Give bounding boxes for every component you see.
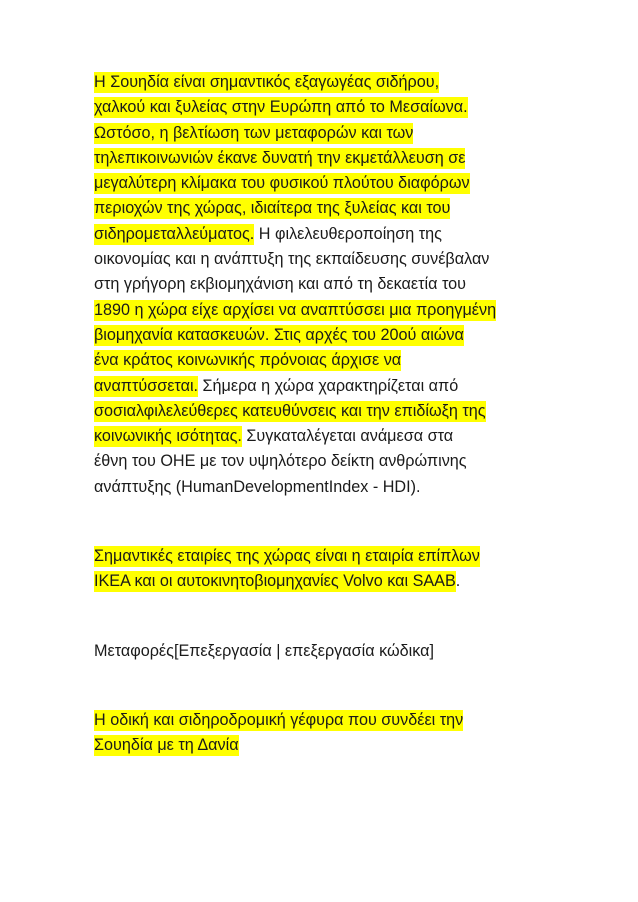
text-line bbox=[94, 348, 564, 373]
text-segment: οικονομίας και η ανάπτυξη της εκπαίδευσης συνέβαλαν bbox=[94, 250, 490, 269]
text-line bbox=[94, 247, 564, 272]
text-segment: Μεταφορές[Επεξεργασία | επεξεργασία κώδικα] bbox=[94, 641, 434, 660]
highlighted-text: Σημαντικές εταιρίες της χώρας είναι η εταιρία επίπλων bbox=[94, 547, 480, 566]
text-line bbox=[94, 70, 564, 95]
highlighted-text: Ωστόσο, η βελτίωση των μεταφορών και των bbox=[94, 123, 414, 142]
highlighted-text: κοινωνικής ισότητας. bbox=[94, 427, 242, 446]
text-segment: έθνη του ΟΗΕ με τον υψηλότερο δείκτη ανθρώπινης bbox=[94, 452, 467, 471]
highlighted-text: 1890 η χώρα είχε αρχίσει να αναπτύσσει μια προηγμένη bbox=[94, 300, 497, 319]
highlighted-text: σιδηρομεταλλεύματος. bbox=[94, 224, 255, 243]
highlighted-text: χαλκού και ξυλείας στην Ευρώπη από το Μεσαίωνα. bbox=[94, 98, 468, 117]
document-body bbox=[94, 70, 564, 759]
text-segment: στη γρήγορη εκβιομηχάνιση και από τη δεκαετία του bbox=[94, 275, 466, 294]
highlighted-text: μεγαλύτερη κλίμακα του φυσικού πλούτου διαφόρων bbox=[94, 174, 470, 193]
text-segment: Σήμερα η χώρα χαρακτηρίζεται από bbox=[198, 376, 459, 395]
text-segment: Η φιλελευθεροποίηση της bbox=[254, 224, 442, 243]
highlighted-text: Η οδική και σιδηροδρομική γέφυρα που συνδέει την bbox=[94, 710, 464, 729]
highlighted-text: Η Σουηδία είναι σημαντικός εξαγωγέας σιδήρου, bbox=[94, 73, 440, 91]
text-line bbox=[94, 475, 564, 500]
text-line bbox=[94, 95, 564, 120]
text-line bbox=[94, 733, 564, 758]
text-line bbox=[94, 639, 564, 664]
highlighted-text: σοσιαλφιλελεύθερες κατευθύνσεις και την επιδίωξη της bbox=[94, 401, 486, 420]
highlighted-text: περιοχών της χώρας, ιδιαίτερα της ξυλείας και του bbox=[94, 199, 451, 218]
text-segment: . bbox=[455, 572, 461, 591]
highlighted-text: Σουηδία με τη Δανία bbox=[94, 736, 239, 755]
paragraph-companies bbox=[94, 544, 564, 595]
text-line bbox=[94, 449, 564, 474]
text-line bbox=[94, 544, 564, 569]
highlighted-text: αναπτύσσεται. bbox=[94, 376, 199, 395]
text-segment: Συγκαταλέγεται ανάμεσα στα bbox=[241, 427, 454, 446]
text-line bbox=[94, 196, 564, 221]
text-line bbox=[94, 424, 564, 449]
text-line bbox=[94, 708, 564, 733]
text-segment: ανάπτυξης (HumanDevelopmentIndex - HDI). bbox=[94, 477, 421, 496]
highlighted-text: IKEA και οι αυτοκινητοβιομηχανίες Volvo και SAAB bbox=[94, 572, 456, 591]
text-line bbox=[94, 569, 564, 594]
highlighted-text: ένα κράτος κοινωνικής πρόνοιας άρχισε να bbox=[94, 351, 402, 370]
paragraph-bridge bbox=[94, 708, 564, 759]
text-line bbox=[94, 222, 564, 247]
text-line bbox=[94, 171, 564, 196]
highlighted-text: τηλεπικοινωνιών έκανε δυνατή την εκμετάλλευση σε bbox=[94, 148, 466, 167]
text-line bbox=[94, 272, 564, 297]
text-line bbox=[94, 323, 564, 348]
text-line bbox=[94, 399, 564, 424]
text-line bbox=[94, 374, 564, 399]
paragraph-sweden-economy bbox=[94, 70, 564, 500]
text-line bbox=[94, 298, 564, 323]
highlighted-text: βιομηχανία κατασκευών. Στις αρχές του 20ού αιώνα bbox=[94, 325, 464, 344]
section-heading-transport bbox=[94, 639, 564, 664]
text-line bbox=[94, 146, 564, 171]
text-line bbox=[94, 121, 564, 146]
